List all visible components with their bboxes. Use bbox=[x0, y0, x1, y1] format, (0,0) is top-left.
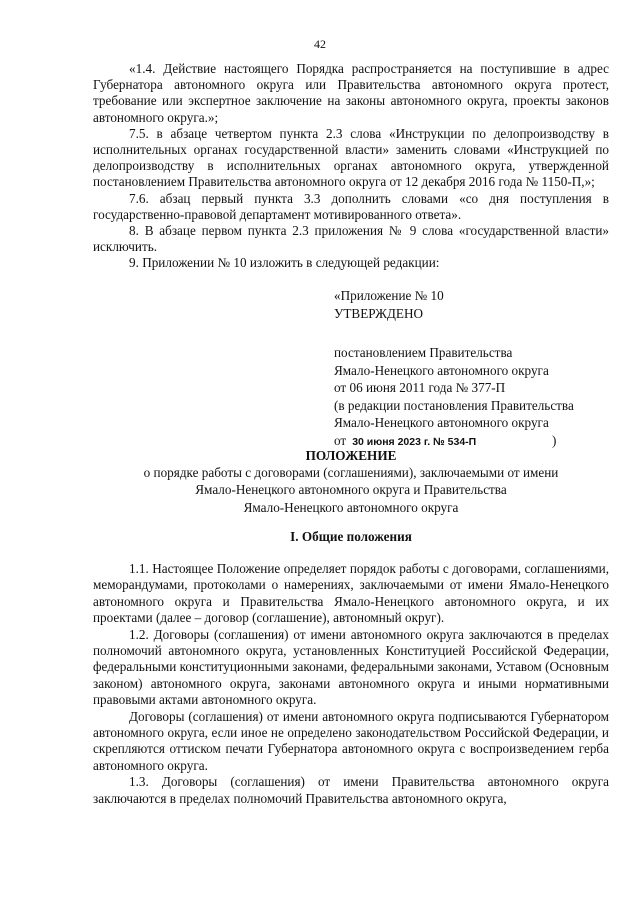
section-paragraph: Договоры (соглашения) от имени автономного округа подписываются Губернатором автономного округа, если иное не определено законодательством Российской Федерации, и скрепляются оттиском печати Губернатора автономного округа с воспроизведением герба автономного округа. bbox=[93, 708, 609, 773]
document-subtitle-line: о порядке работы с договорами (соглашениями), заключаемыми от имени bbox=[143, 465, 559, 481]
approval-spacer bbox=[334, 322, 624, 344]
section-paragraph: 1.2. Договоры (соглашения) от имени автономного округа заключаются в пределах полномочий автономного округа, установленных Конституцией Российской Федерации, федеральными конституционными законами, федеральными законами, Уставом (Основным законом) автономного округа, законами автономного округа и иными нормативными правовыми актами автономного округа. bbox=[93, 626, 609, 708]
document-subtitle-line: Ямало-Ненецкого автономного округа bbox=[243, 499, 459, 515]
approval-line: Ямало-Ненецкого автономного округа bbox=[334, 362, 549, 378]
approval-line: Ямало-Ненецкого автономного округа bbox=[334, 415, 549, 430]
section-heading: I. Общие положения bbox=[290, 529, 412, 544]
document-title: ПОЛОЖЕНИЕ bbox=[305, 448, 397, 463]
section-paragraph: 1.3. Договоры (соглашения) от имени Правительства автономного округа заключаются в пределах полномочий Правительства автономного округа, bbox=[93, 774, 609, 806]
appendix-label: «Приложение № 10 bbox=[334, 288, 444, 303]
page-number: 42 bbox=[314, 37, 326, 51]
amendment-paragraph: 9. Приложении № 10 изложить в следующей редакции: bbox=[129, 255, 440, 271]
approval-line: от 06 июня 2011 года № 377-П bbox=[334, 380, 506, 395]
document-heading bbox=[93, 447, 609, 516]
approval-line: (в редакции постановления Правительства bbox=[334, 397, 574, 413]
amendment-paragraph: 7.5. в абзаце четвертом пункта 2.3 слова «Инструкции по делопроизводству в исполнительных органах государственной власти» заменить словами «Инструкцией по делопроизводству в исполнительных органах автономного округа, утвержденной постановлением Правительства автономного округа от 12 декабря 2016 года № 1150-П,»; bbox=[93, 125, 609, 190]
section-body bbox=[93, 561, 609, 807]
approved-label: УТВЕРЖДЕНО bbox=[334, 305, 424, 321]
date-suffix: ) bbox=[552, 432, 557, 448]
amendment-paragraph: 8. В абзаце первом пункта 2.3 приложения № 9 слова «государственной власти» исключить. bbox=[93, 223, 609, 255]
approval-block bbox=[334, 287, 624, 451]
amendment-date: 30 июня 2023 г. № 534-П bbox=[352, 435, 477, 448]
amendment-paragraph: 7.6. абзац первый пункта 3.3 дополнить словами «со дня поступления в государственно-правовой департамент мотивированного ответа». bbox=[93, 190, 609, 222]
amendments-block bbox=[93, 61, 609, 272]
approval-line: постановлением Правительства bbox=[334, 345, 513, 360]
document-subtitle-line: Ямало-Ненецкого автономного округа и Правительства bbox=[195, 482, 507, 498]
section-paragraph: 1.1. Настоящее Положение определяет порядок работы с договорами, соглашениями, меморандумами, протоколами о намерениях, заключаемыми от имени Ямало-Ненецкого автономного округа и Правительства Ямало-Ненецкого автономного округа, и их проектами (далее – договор (соглашение), автономный округ). bbox=[93, 561, 609, 626]
amendment-paragraph: «1.4. Действие настоящего Порядка распространяется на поступившие в адрес Губернатора автономного округа или Правительства автономного округа протест, требование или экспертное заключение на законы автономного округа, проекты законов автономного округа.»; bbox=[93, 61, 609, 125]
date-prefix: от bbox=[334, 432, 347, 448]
